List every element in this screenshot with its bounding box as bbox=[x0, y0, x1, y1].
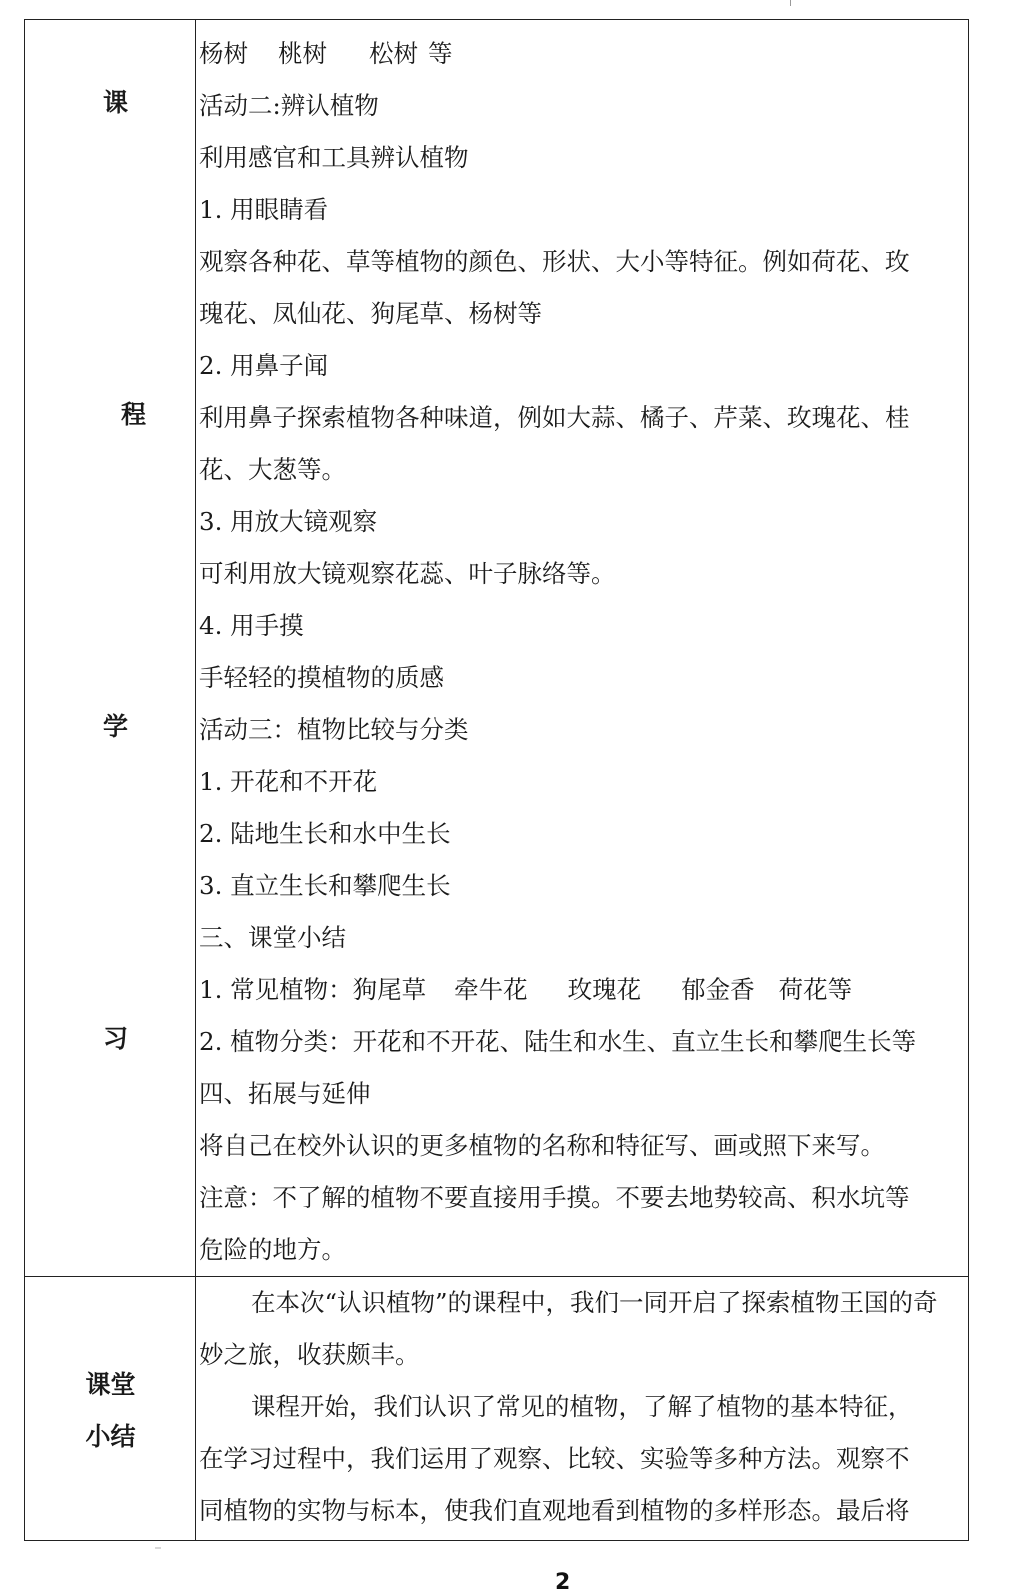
content-line: 利用感官和工具辨认植物 bbox=[199, 143, 469, 172]
summary-line: 在本次“认识植物”的课程中，我们一同开启了探索植物王国的奇 bbox=[251, 1288, 938, 1317]
summary-line: 课程开始，我们认识了常见的植物，了解了植物的基本特征， bbox=[251, 1392, 913, 1421]
content-line: 3. 用放大镜观察 bbox=[199, 507, 378, 536]
label-char-cheng: 程 bbox=[121, 400, 147, 429]
content-line-part: 等 bbox=[428, 39, 453, 68]
class-summary-row bbox=[25, 1277, 969, 1541]
content-line-part: 1. 常见植物：狗尾草 bbox=[199, 975, 427, 1004]
page-edge-tick bbox=[790, 0, 791, 6]
summary-label-line1: 课堂 bbox=[85, 1370, 136, 1399]
course-learning-content-cell bbox=[196, 20, 969, 1277]
content-line: 1. 用眼睛看 bbox=[199, 195, 329, 224]
scan-mark bbox=[155, 1547, 161, 1549]
content-line: 4. 用手摸 bbox=[199, 611, 304, 640]
course-learning-row bbox=[25, 20, 969, 1277]
summary-line: 同植物的实物与标本，使我们直观地看到植物的多样形态。最后将 bbox=[199, 1496, 910, 1525]
content-line: 2. 植物分类：开花和不开花、陆生和水生、直立生长和攀爬生长等 bbox=[199, 1027, 917, 1056]
page-number: 2 bbox=[555, 1570, 571, 1595]
label-char-xi: 习 bbox=[103, 1024, 129, 1053]
summary-line: 在学习过程中，我们运用了观察、比较、实验等多种方法。观察不 bbox=[199, 1444, 910, 1473]
content-line: 瑰花、凤仙花、狗尾草、杨树等 bbox=[199, 299, 542, 328]
label-char-xue: 学 bbox=[103, 712, 129, 741]
class-summary-label-cell bbox=[25, 1277, 196, 1541]
content-line bbox=[199, 28, 968, 80]
content-line: 危险的地方。 bbox=[199, 1235, 346, 1264]
class-summary-content-cell bbox=[196, 1277, 969, 1541]
label-char-ke: 课 bbox=[103, 88, 129, 117]
content-line: 花、大葱等。 bbox=[199, 455, 346, 484]
content-line: 利用鼻子探索植物各种味道，例如大蒜、橘子、芹菜、玫瑰花、桂 bbox=[199, 403, 910, 432]
content-line-part: 荷花等 bbox=[778, 975, 853, 1004]
summary-label-line2: 小结 bbox=[85, 1422, 136, 1451]
summary-line: 妙之旅，收获颇丰。 bbox=[199, 1340, 420, 1369]
content-line: 2. 陆地生长和水中生长 bbox=[199, 819, 451, 848]
course-learning-content bbox=[196, 20, 968, 1276]
content-line: 2. 用鼻子闻 bbox=[199, 351, 329, 380]
content-line-part: 牵牛花 bbox=[454, 975, 528, 1004]
content-line: 活动三：植物比较与分类 bbox=[199, 715, 469, 744]
content-line-part: 桃树 bbox=[278, 39, 327, 68]
lesson-plan-table bbox=[24, 19, 969, 1541]
content-line-part: 郁金香 bbox=[681, 975, 755, 1004]
class-summary-content bbox=[196, 1277, 968, 1537]
content-line-part: 松树 bbox=[369, 39, 418, 68]
content-line bbox=[199, 964, 968, 1016]
content-line-part: 杨树 bbox=[199, 39, 248, 68]
content-line: 1. 开花和不开花 bbox=[199, 767, 378, 796]
content-line: 活动二:辨认植物 bbox=[199, 91, 379, 120]
content-line: 将自己在校外认识的更多植物的名称和特征写、画或照下来写。 bbox=[199, 1131, 885, 1160]
content-line: 四、拓展与延伸 bbox=[199, 1079, 371, 1108]
content-line: 可利用放大镜观察花蕊、叶子脉络等。 bbox=[199, 559, 616, 588]
content-line: 注意：不了解的植物不要直接用手摸。不要去地势较高、积水坑等 bbox=[199, 1183, 910, 1212]
content-line-part: 玫瑰花 bbox=[567, 975, 642, 1004]
content-line: 3. 直立生长和攀爬生长 bbox=[199, 871, 451, 900]
course-learning-label-cell bbox=[25, 20, 196, 1277]
content-line: 观察各种花、草等植物的颜色、形状、大小等特征。例如荷花、玫 bbox=[199, 247, 910, 276]
content-line: 三、课堂小结 bbox=[199, 923, 346, 952]
content-line: 手轻轻的摸植物的质感 bbox=[199, 663, 444, 692]
